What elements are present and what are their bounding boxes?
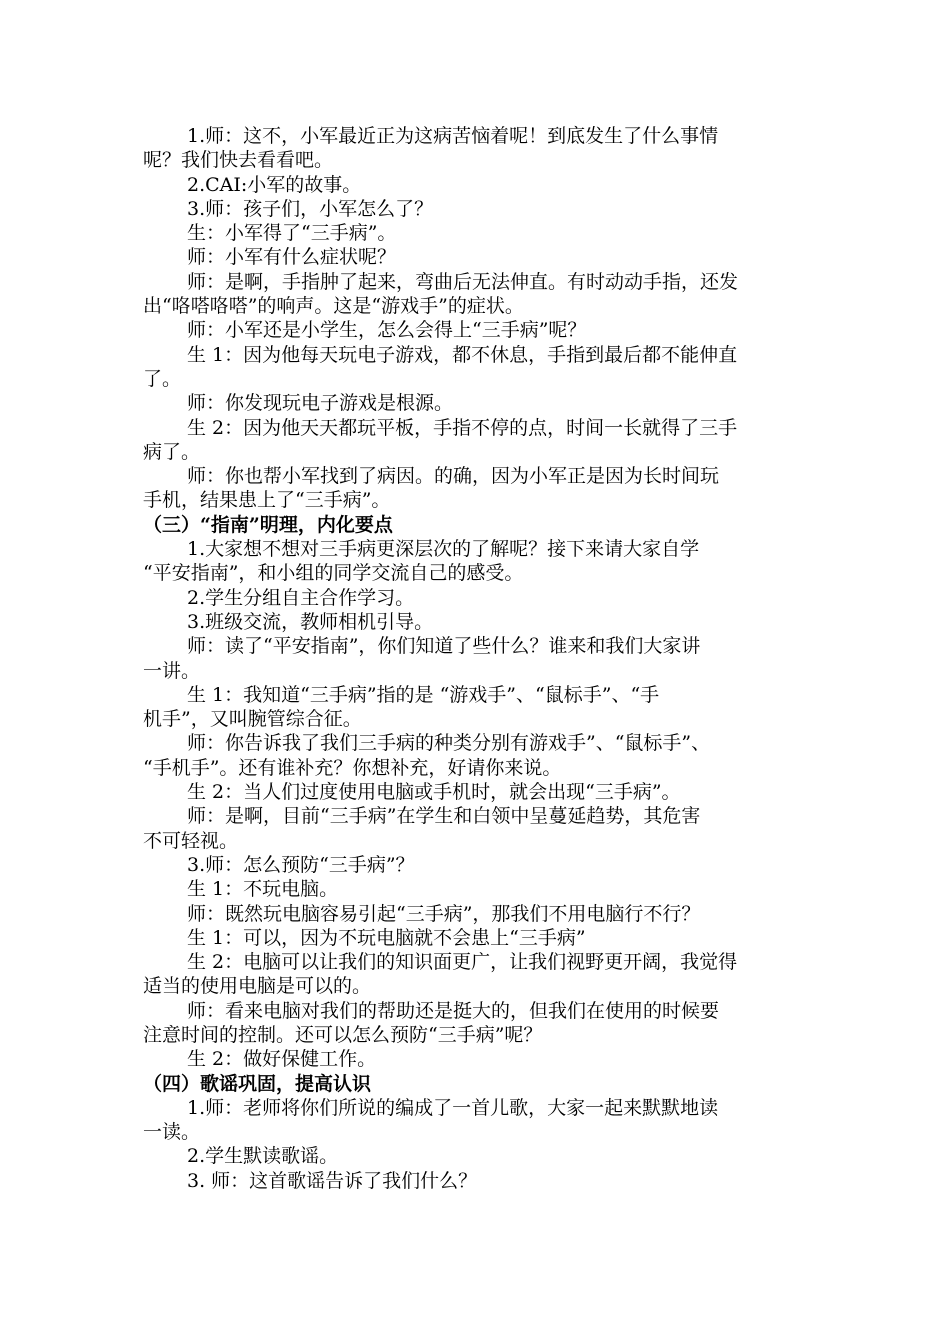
text-line: 师：你告诉我了我们三手病的种类分别有游戏手”、“鼠标手”、 [187, 732, 711, 755]
text-line: 生 1：可以，因为不玩电脑就不会患上“三手病” [187, 926, 586, 949]
text-line: 2.学生默读歌谣。 [187, 1145, 339, 1168]
text-line: 1.师：老师将你们所说的编成了一首儿歌，大家一起来默默地读 [187, 1096, 719, 1119]
text-line: 适当的使用电脑是可以的。 [143, 975, 372, 998]
text-line: 生 1：不玩电脑。 [187, 878, 339, 901]
text-line: 生 2：因为他天天都玩平板，手指不停的点，时间一长就得了三手 [187, 416, 738, 439]
text-line: 注意时间的控制。还可以怎么预防“三手病”呢？ [143, 1023, 543, 1046]
section-heading: （三）“指南”明理，内化要点 [143, 513, 393, 536]
text-line: 3.师：孩子们，小军怎么了？ [187, 197, 434, 220]
text-line: 3.师：怎么预防“三手病”？ [187, 853, 415, 876]
text-line: 手机，结果患上了“三手病”。 [143, 489, 391, 512]
text-line: 3.班级交流，教师相机引导。 [187, 610, 434, 633]
text-line: 生 2：做好保健工作。 [187, 1048, 377, 1071]
text-line: 师：是啊，手指肿了起来，弯曲后无法伸直。有时动动手指，还发 [187, 270, 739, 293]
text-line: 师：小军有什么症状呢？ [187, 246, 397, 269]
text-line: 师：既然玩电脑容易引起“三手病”，那我们不用电脑行不行？ [187, 902, 701, 925]
text-line: 师：读了“平安指南”，你们知道了些什么？谁来和我们大家讲 [187, 635, 701, 658]
text-line: 2.学生分组自主合作学习。 [187, 586, 415, 609]
text-line: 生 1：因为他每天玩电子游戏，都不休息，手指到最后都不能伸直 [187, 343, 738, 366]
text-line: 生：小军得了“三手病”。 [187, 222, 397, 245]
text-line: 一读。 [143, 1121, 201, 1144]
text-line: 了。 [143, 367, 182, 390]
text-line: 师：是啊，目前“三手病”在学生和白领中呈蔓延趋势，其危害 [187, 805, 701, 828]
text-line: 师：你也帮小军找到了病因。的确，因为小军正是因为长时间玩 [187, 465, 720, 488]
text-line: “手机手”。还有谁补充？你想补充，好请你来说。 [143, 756, 562, 779]
text-line: 一讲。 [143, 659, 201, 682]
text-line: 呢？我们快去看看吧。 [143, 149, 334, 172]
text-line: 病了。 [143, 440, 201, 463]
text-line: 师：小军还是小学生，怎么会得上“三手病”呢？ [187, 319, 587, 342]
text-line: 生 2：电脑可以让我们的知识面更广，让我们视野更开阔，我觉得 [187, 951, 738, 974]
text-line: 1.师：这不，小军最近正为这病苦恼着呢！到底发生了什么事情 [187, 125, 719, 147]
section-heading: （四）歌谣巩固，提高认识 [143, 1072, 372, 1095]
text-line: 2.CAI:小军的故事。 [187, 173, 362, 196]
text-line: 出“咯嗒咯嗒”的响声。这是“游戏手”的症状。 [143, 295, 524, 318]
text-line: 师：你发现玩电子游戏是根源。 [187, 392, 454, 415]
text-line: 生 2：当人们过度使用电脑或手机时，就会出现“三手病”。 [187, 781, 681, 804]
text-line: 机手”，又叫腕管综合征。 [143, 708, 362, 731]
text-line: 师：看来电脑对我们的帮助还是挺大的，但我们在使用的时候要 [187, 999, 720, 1022]
text-line: 1.大家想不想对三手病更深层次的了解呢？接下来请大家自学 [187, 538, 700, 561]
text-line: 生 1：我知道“三手病”指的是 “游戏手”、“鼠标手”、“手 [187, 683, 660, 706]
text-line: “平安指南”，和小组的同学交流自己的感受。 [143, 562, 524, 585]
text-line: 不可轻视。 [143, 829, 239, 852]
text-line: 3. 师：这首歌谣告诉了我们什么？ [187, 1169, 478, 1192]
